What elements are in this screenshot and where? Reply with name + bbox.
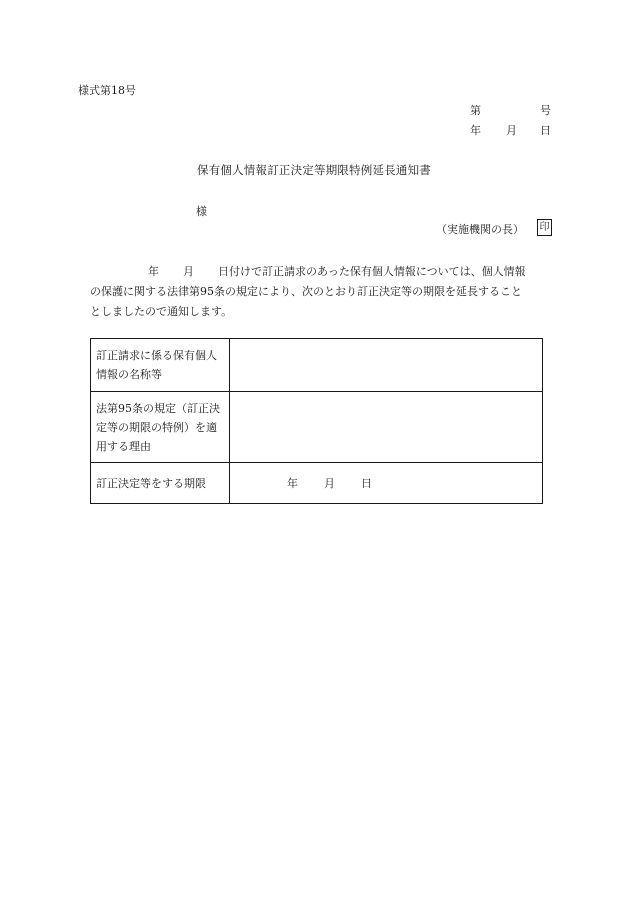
deadline-month: 月 <box>324 476 335 490</box>
label-deadline-line-1: 訂正決定等をする期限 <box>96 476 206 490</box>
issue-date-day: 日 <box>540 124 551 137</box>
body-line-1-month: 月 <box>183 265 194 278</box>
deadline-year: 年 <box>287 476 298 490</box>
body-line-2: の保護に関する法律第95条の規定により、次のとおり訂正決定等の期限を延長すること <box>90 285 522 298</box>
label-info-name <box>91 339 230 392</box>
value-info-name <box>230 339 543 392</box>
value-reason <box>230 392 543 463</box>
issue-date-year: 年 <box>470 124 481 137</box>
addressee-suffix: 様 <box>196 205 207 218</box>
body-line-1 <box>90 262 552 282</box>
notice-body <box>90 262 552 322</box>
deadline-date <box>235 474 537 493</box>
body-line-1-rest: 日付けで訂正請求のあった保有個人情報については、個人情報 <box>218 265 526 278</box>
document-title: 保有個人情報訂正決定等期限特例延長通知書 <box>197 163 431 177</box>
label-reason-line-3: 用する理由 <box>96 439 151 453</box>
label-deadline <box>91 463 230 504</box>
document-number-prefix: 第 <box>470 104 481 117</box>
value-deadline <box>230 463 543 504</box>
seal-box: 印 <box>537 219 552 236</box>
label-reason <box>91 392 230 463</box>
document-number-suffix: 号 <box>540 104 551 117</box>
label-info-name-line-1: 訂正請求に係る保有個人 <box>96 349 217 362</box>
label-info-name-line-2: 情報の名称等 <box>96 368 162 381</box>
sender-title: （実施機関の長） <box>436 223 524 236</box>
label-reason-line-1: 法第95条の規定（訂正決 <box>96 401 220 415</box>
deadline-day: 日 <box>361 476 372 490</box>
body-line-1-year: 年 <box>148 265 159 278</box>
table-row-deadline <box>91 463 543 504</box>
issue-date-month: 月 <box>506 124 517 137</box>
form-number: 様式第18号 <box>78 84 136 97</box>
table-row-reason <box>91 392 543 463</box>
table-row-info-name <box>91 339 543 392</box>
body-line-3: としましたので通知します。 <box>90 305 233 318</box>
info-table <box>90 338 543 504</box>
label-reason-line-2: 定等の期限の特例）を適 <box>96 420 217 434</box>
